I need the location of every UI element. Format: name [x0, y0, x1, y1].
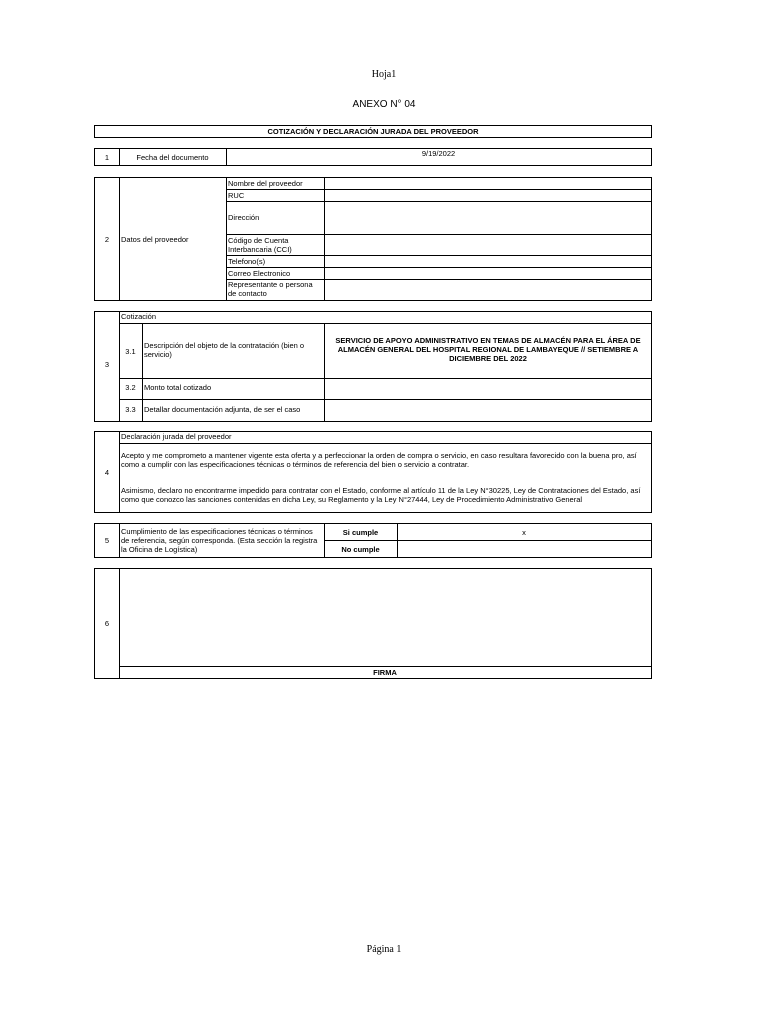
- page-number: Página 1: [366, 944, 402, 955]
- date-value[interactable]: 9/19/2022: [421, 149, 456, 158]
- sheet-name: Hoja1: [371, 69, 397, 80]
- section-4: [94, 431, 652, 513]
- phone-field[interactable]: [325, 256, 650, 267]
- quotation-heading: Cotización: [121, 312, 157, 321]
- section-1: [94, 148, 652, 166]
- phone-label: Telefono(s): [228, 257, 266, 266]
- cci-label: Código de Cuenta Interbancaria (CCI): [228, 236, 292, 254]
- address-field[interactable]: [325, 202, 650, 234]
- annex-title: ANEXO N° 04: [352, 99, 416, 110]
- total-amount-label: Monto total cotizado: [144, 383, 212, 392]
- compliance-label: Cumplimiento de las especificaciones técnicas o términos de referencia, según corresponda. (Esta sección la registra la Oficina de Logística): [121, 527, 318, 554]
- si-cumple-label: Si cumple: [342, 528, 379, 537]
- row-3-3-number: 3.3: [125, 405, 136, 414]
- section-5: [94, 523, 652, 558]
- section-4-number: 4: [104, 468, 110, 477]
- signature-area[interactable]: [120, 569, 651, 666]
- section-3-number: 3: [104, 360, 110, 369]
- section-2-number: 2: [104, 235, 110, 244]
- contact-field[interactable]: [325, 280, 650, 300]
- attached-docs-label: Detallar documentación adjunta, de ser el caso: [144, 405, 301, 414]
- si-cumple-mark[interactable]: x: [522, 528, 526, 537]
- attached-docs-field[interactable]: [325, 400, 650, 421]
- ruc-field[interactable]: [325, 190, 650, 201]
- section-2: [94, 177, 652, 301]
- declaration-paragraph-2: Asimismo, declaro no encontrarme impedido para contratar con el Estado, conforme al artículo 11 de la Ley N°30225, Ley de Contrataciones del Estado, así como que conozco las sanciones contenidas en dicha Ley, su Reglamento y la Ley N°27444, Ley de Procedimiento Administrativo General: [121, 486, 641, 504]
- supplier-name-label: Nombre del proveedor: [228, 179, 303, 188]
- object-description-value[interactable]: SERVICIO DE APOYO ADMINISTRATIVO EN TEMAS DE ALMACÉN PARA EL ÁREA DE ALMACÉN GENERAL DEL HOSPITAL REGIONAL DE LAMBAYEQUE // SETIEMBRE A DICIEMBRE DEL 2022: [335, 336, 641, 363]
- section-3: [94, 311, 652, 422]
- email-field[interactable]: [325, 268, 650, 279]
- signature-label: FIRMA: [373, 668, 397, 677]
- supplier-name-field[interactable]: [325, 178, 650, 189]
- row-3-2-number: 3.2: [125, 383, 136, 392]
- declaration-heading: Declaración jurada del proveedor: [121, 432, 232, 441]
- section-6-number: 6: [104, 619, 110, 628]
- email-label: Correo Electronico: [228, 269, 291, 278]
- no-cumple-label: No cumple: [341, 545, 380, 554]
- object-description-label: Descripción del objeto de la contratación (bien o servicio): [144, 341, 305, 359]
- row-3-1-number: 3.1: [125, 347, 136, 356]
- declaration-paragraph-1: Acepto y me comprometo a mantener vigente esta oferta y a perfeccionar la orden de compra o servicio, en caso resultara favorecido con la buena pro, así como a cumplir con las especificaciones técnicas o términos de referencia del bien o servicio a contratar.: [121, 451, 637, 469]
- section-5-number: 5: [104, 536, 110, 545]
- form-title: COTIZACIÓN Y DECLARACIÓN JURADA DEL PROVEEDOR: [267, 127, 479, 136]
- section-6: [94, 568, 652, 679]
- contact-label: Representante o persona de contacto: [228, 280, 313, 298]
- no-cumple-mark[interactable]: [398, 541, 650, 557]
- section-1-number: 1: [104, 153, 110, 162]
- address-label: Dirección: [228, 213, 260, 222]
- ruc-label: RUC: [228, 191, 245, 200]
- total-amount-field[interactable]: [325, 379, 650, 399]
- date-label: Fecha del documento: [136, 153, 209, 162]
- supplier-data-label: Datos del proveedor: [121, 235, 189, 244]
- form-title-box: [94, 125, 652, 138]
- cci-field[interactable]: [325, 235, 650, 255]
